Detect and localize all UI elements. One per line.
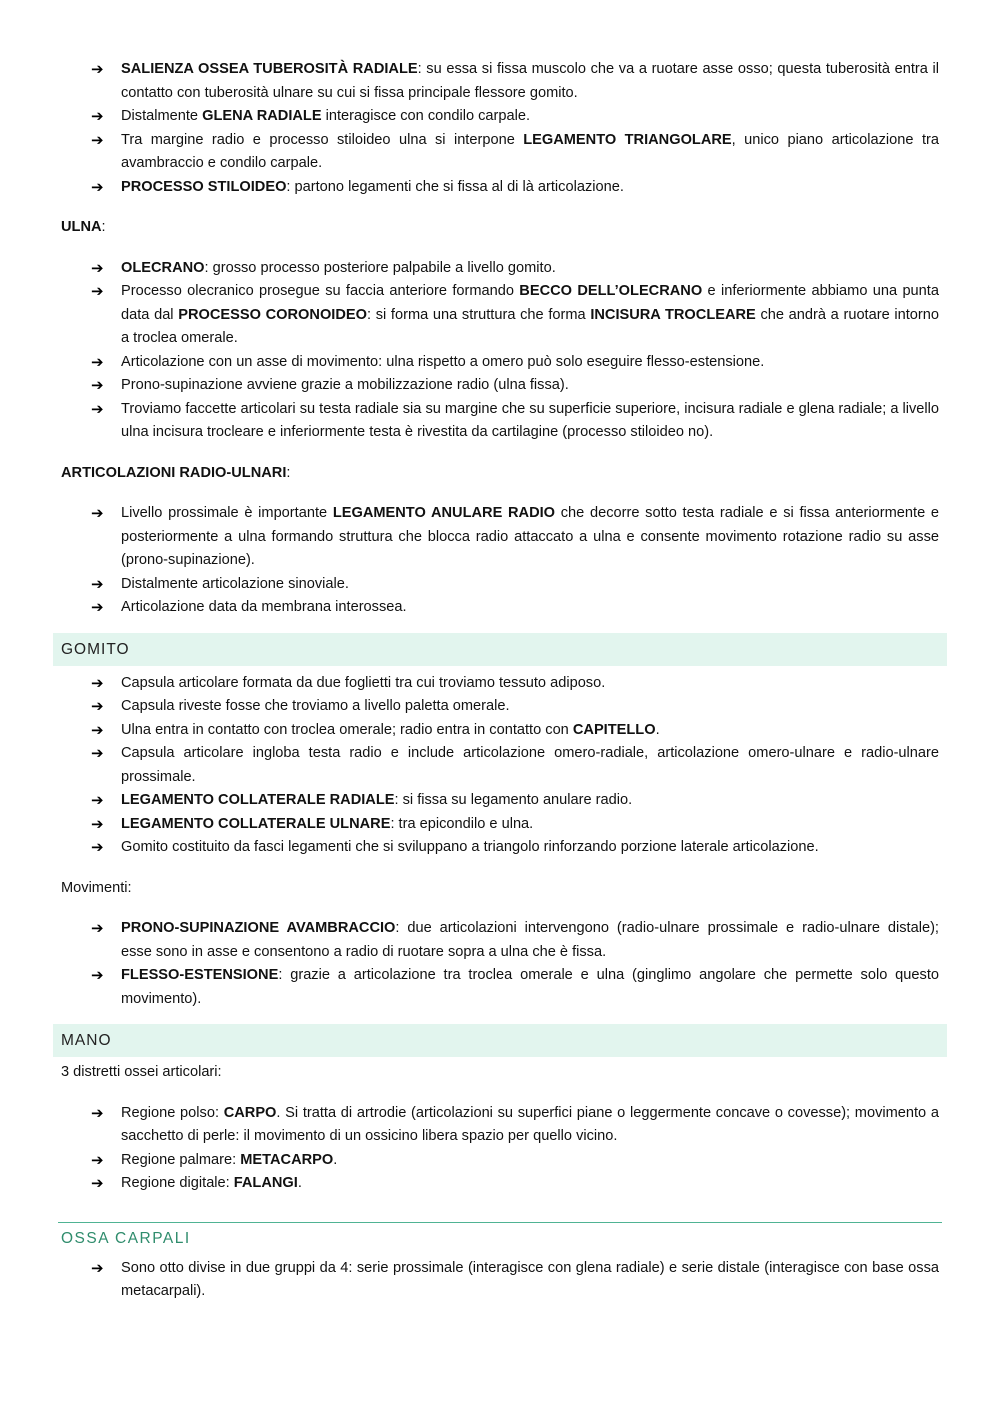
list-item: ➔ PROCESSO STILOIDEO: partono legamenti che si fissa al di là articolazione. (121, 176, 939, 200)
right-arrow-icon: ➔ (91, 177, 104, 196)
bold-term: LEGAMENTO COLLATERALE ULNARE (121, 815, 391, 832)
list-item: ➔ Ulna entra in contatto con troclea omerale; radio entra in contatto con CAPITELLO. (121, 719, 939, 743)
right-arrow-icon: ➔ (91, 60, 104, 78)
right-arrow-icon: ➔ (91, 966, 104, 984)
ulna-heading: ULNA: (61, 219, 106, 235)
right-arrow-icon: ➔ (91, 574, 104, 593)
page-content (0, 58, 1000, 1304)
right-arrow-icon: ➔ (91, 376, 104, 394)
right-arrow-icon: ➔ (91, 919, 104, 937)
bold-term: LEGAMENTO ANULARE RADIO (332, 505, 556, 521)
bold-term: LEGAMENTO TRIANGOLARE (523, 131, 732, 148)
right-arrow-icon: ➔ (91, 1150, 104, 1169)
list-item: ➔ FLESSO-ESTENSIONE: grazie a articolazione tra troclea omerale e ulna (ginglimo angolare che permette solo questo movimento). (91, 966, 939, 1007)
movimenti-list (0, 917, 939, 1011)
list-item: ➔ Distalmente GLENA RADIALE interagisce con condilo carpale. (121, 105, 939, 129)
bold-term: METACARPO (240, 1151, 334, 1168)
right-arrow-icon: ➔ (91, 697, 104, 715)
bold-term: CAPITELLO (572, 721, 656, 738)
list-item: ➔ Articolazione data da membrana interossea. (121, 596, 939, 620)
right-arrow-icon: ➔ (91, 399, 104, 418)
right-arrow-icon: ➔ (91, 130, 104, 149)
list-item: ➔ Capsula riveste fosse che troviamo a livello paletta omerale. (121, 695, 939, 719)
bold-term: PROCESSO STILOIDEO (121, 178, 287, 195)
bold-term: ULNA (61, 219, 102, 235)
list-item: ➔ Regione polso: CARPO. Si tratta di artrodie (articolazioni su superfici piane o leggermente concave o covesse); movimento a sacchetto di perle: il movimento di un ossicino libera spazio per quello vicino. (91, 1103, 939, 1144)
movimenti-label: Movimenti: (61, 879, 132, 896)
list-item: ➔ Prono-supinazione avviene grazie a mobilizzazione radio (ulna fissa). (121, 374, 939, 398)
list-item: ➔ LEGAMENTO COLLATERALE ULNARE: tra epicondilo e ulna. (121, 813, 939, 837)
right-arrow-icon: ➔ (91, 1258, 104, 1277)
bold-term: GLENA RADIALE (202, 108, 322, 124)
right-arrow-icon: ➔ (91, 1103, 104, 1122)
right-arrow-icon: ➔ (91, 107, 104, 125)
bold-term: FALANGI (233, 1175, 298, 1191)
right-arrow-icon: ➔ (91, 791, 104, 809)
bold-term: BECCO DELL’OLECRANO (519, 283, 703, 299)
right-arrow-icon: ➔ (91, 673, 104, 692)
bold-term: ARTICOLAZIONI RADIO-ULNARI (61, 464, 287, 481)
bold-term: INCISURA TROCLEARE (590, 306, 756, 323)
bold-term: PRONO-SUPINAZIONE AVAMBRACCIO (121, 920, 396, 936)
list-item: ➔ PRONO-SUPINAZIONE AVAMBRACCIO: due articolazioni intervengono (radio-ulnare prossimale e radio-ulnare distale); esse sono in asse e consentono a radio di ruotare sopra a ulna che è fissa. (91, 919, 939, 960)
list-item: ➔ Tra margine radio e processo stiloideo ulna si interpone LEGAMENTO TRIANGOLARE, unico piano articolazione tra avambraccio e condilo carpale. (91, 130, 939, 171)
right-arrow-icon: ➔ (91, 1174, 104, 1192)
list-item: ➔ Regione palmare: METACARPO. (121, 1149, 939, 1173)
ossa-carpali-list (0, 1257, 939, 1304)
list-item: ➔ LEGAMENTO COLLATERALE RADIALE: si fissa su legamento anulare radio. (121, 789, 939, 813)
list-item: ➔ Capsula articolare ingloba testa radio e include articolazione omero-radiale, articolazione omero-ulnare e radio-ulnare prossimale. (91, 744, 939, 785)
bold-term: SALIENZA OSSEA TUBEROSITÀ RADIALE (121, 61, 418, 77)
mano-list (0, 1102, 939, 1196)
bold-term: FLESSO-ESTENSIONE (121, 967, 279, 983)
right-arrow-icon: ➔ (91, 504, 104, 522)
bold-term: LEGAMENTO COLLATERALE RADIALE (121, 792, 395, 808)
radioulnar-list (0, 502, 939, 620)
section-heading-mano: MANO (53, 1024, 947, 1057)
list-item: ➔ SALIENZA OSSEA TUBEROSITÀ RADIALE: su essa si fissa muscolo che va a ruotare asse osso; questa tuberosità entra il contatto con tuberosità ulnare su cui si fissa principale flessore gomito. (91, 60, 939, 101)
bold-term: OLECRANO (121, 259, 205, 276)
right-arrow-icon: ➔ (91, 744, 104, 762)
radioulnar-heading: ARTICOLAZIONI RADIO-ULNARI: (61, 464, 291, 481)
right-arrow-icon: ➔ (91, 838, 104, 856)
right-arrow-icon: ➔ (91, 598, 104, 616)
gomito-list (0, 672, 939, 860)
section-heading-gomito: GOMITO (53, 633, 947, 666)
list-item: ➔ Livello prossimale è importante LEGAMENTO ANULARE RADIO che decorre sotto testa radiale e si fissa anteriormente e posteriormente a ulna formando struttura che blocca radio attaccato a ulna e consente movimento rotazione radio su asse (prono-supinazione). (91, 504, 940, 568)
right-arrow-icon: ➔ (91, 282, 104, 300)
right-arrow-icon: ➔ (91, 258, 104, 277)
right-arrow-icon: ➔ (91, 720, 104, 739)
list-item: ➔ Capsula articolare formata da due foglietti tra cui troviamo tessuto adiposo. (121, 672, 939, 696)
mano-intro: 3 distretti ossei articolari: (61, 1064, 222, 1080)
list-item: ➔ Articolazione con un asse di movimento: ulna rispetto a omero può solo eseguire flesso-estensione. (121, 351, 939, 375)
bold-term: CARPO (223, 1104, 277, 1121)
list-item: ➔ Distalmente articolazione sinoviale. (121, 573, 939, 597)
radius-details-list (0, 58, 939, 199)
right-arrow-icon: ➔ (91, 352, 104, 371)
subsection-heading-ossa-carpali: OSSA CARPALI (58, 1222, 942, 1253)
list-item: ➔ Processo olecranico prosegue su faccia anteriore formando BECCO DELL’OLECRANO e inferiormente abbiamo una punta data dal PROCESSO CORONOIDEO: si forma una struttura che forma INCISURA TROCLEARE che andrà a ruotare intorno a troclea omerale. (91, 282, 939, 346)
list-item: ➔ Regione digitale: FALANGI. (121, 1172, 939, 1196)
list-item: ➔ Sono otto divise in due gruppi da 4: serie prossimale (interagisce con glena radiale) e serie distale (interagisce con base ossa metacarpali). (91, 1258, 939, 1299)
right-arrow-icon: ➔ (91, 814, 104, 833)
ulna-list (0, 257, 939, 445)
list-item: ➔ Gomito costituito da fasci legamenti che si sviluppano a triangolo rinforzando porzione laterale articolazione. (121, 836, 939, 860)
list-item: ➔ OLECRANO: grosso processo posteriore palpabile a livello gomito. (121, 257, 939, 281)
bold-term: PROCESSO CORONOIDEO (178, 306, 367, 323)
list-item: ➔ Troviamo faccette articolari su testa radiale sia su margine che su superficie superiore, incisura radiale e glena radiale; a livello ulna incisura trocleare e inferiormente testa è rivestita da cartilagine (processo stiloideo no). (91, 399, 939, 440)
